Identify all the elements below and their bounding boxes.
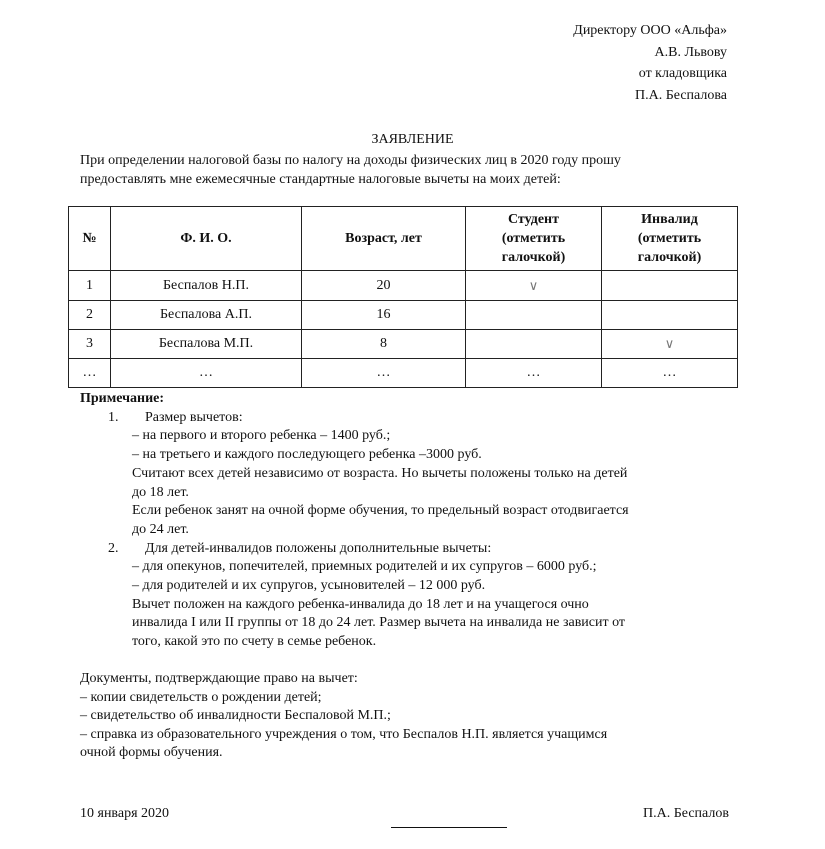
note-line: того, какой это по счету в семье ребенок. bbox=[132, 634, 377, 650]
cell-student-checkmark: ∨ bbox=[466, 271, 602, 301]
note-line: Если ребенок занят на очной форме обучения, то предельный возраст отодвигается bbox=[132, 503, 629, 519]
table-header-row bbox=[69, 207, 738, 271]
col-header-age: Возраст, лет bbox=[302, 207, 466, 271]
cell-num: … bbox=[69, 359, 111, 388]
cell-age: … bbox=[302, 359, 466, 388]
note-line: Считают всех детей независимо от возраста. Но вычеты положены только на детей bbox=[132, 465, 628, 481]
cell-num: 3 bbox=[69, 330, 111, 359]
cell-student: … bbox=[466, 359, 602, 388]
addressee-block bbox=[573, 20, 727, 106]
documents-line: – справка из образовательного учреждения о том, что Беспалов Н.П. является учащимся bbox=[80, 726, 608, 742]
cell-name: Беспалов Н.П. bbox=[111, 271, 302, 301]
sender-name: П.А. Беспалова bbox=[635, 87, 727, 103]
sender-line: от кладовщика bbox=[638, 66, 727, 81]
cell-age: 20 bbox=[302, 271, 466, 301]
intro-line: предоставлять мне ежемесячные стандартные налоговые вычеты на моих детей: bbox=[80, 172, 561, 187]
addressee-line: Директору ООО «Альфа» bbox=[573, 23, 727, 38]
note-section bbox=[80, 390, 740, 652]
note-line: Вычет положен на каждого ребенка-инвалида до 18 лет и на учащегося очно bbox=[132, 596, 589, 612]
cell-num: 2 bbox=[69, 301, 111, 330]
cell-name: … bbox=[111, 359, 302, 388]
document-title: ЗАЯВЛЕНИЕ bbox=[371, 132, 454, 147]
cell-name: Беспалова М.П. bbox=[111, 330, 302, 359]
note-line: – для опекунов, попечителей, приемных родителей и их супругов – 6000 руб.; bbox=[132, 559, 597, 575]
cell-num: 1 bbox=[69, 271, 111, 301]
note-line: до 18 лет. bbox=[132, 484, 189, 500]
note-item-1-title: 1. Размер вычетов: bbox=[108, 409, 243, 425]
note-heading: Примечание: bbox=[80, 391, 165, 406]
note-item-2-title: 2. Для детей-инвалидов положены дополнительные вычеты: bbox=[108, 540, 492, 556]
table-row bbox=[69, 301, 738, 330]
note-line: – на третьего и каждого последующего ребенка –3000 руб. bbox=[132, 447, 482, 463]
col-header-num: № bbox=[69, 207, 111, 271]
note-line: инвалида I или II группы от 18 до 24 лет. Размер вычета на инвалида не зависит от bbox=[132, 615, 626, 631]
cell-age: 16 bbox=[302, 301, 466, 330]
intro-paragraph bbox=[80, 151, 680, 189]
cell-student bbox=[466, 330, 602, 359]
cell-invalid-checkmark: ∨ bbox=[602, 330, 738, 359]
col-header-invalid: Инвалид (отметить галочкой) bbox=[602, 207, 738, 271]
cell-invalid bbox=[602, 301, 738, 330]
cell-name: Беспалова А.П. bbox=[111, 301, 302, 330]
cell-student bbox=[466, 301, 602, 330]
table-row bbox=[69, 359, 738, 388]
note-line: – для родителей и их супругов, усыновителей – 12 000 руб. bbox=[132, 578, 486, 594]
documents-line: очной формы обучения. bbox=[80, 745, 223, 760]
signature-name: П.А. Беспалов bbox=[643, 806, 729, 821]
documents-line: – копии свидетельств о рождении детей; bbox=[80, 689, 322, 705]
cell-age: 8 bbox=[302, 330, 466, 359]
col-header-student: Студент (отметить галочкой) bbox=[466, 207, 602, 271]
note-line: – на первого и второго ребенка – 1400 руб.; bbox=[132, 428, 391, 444]
table-row bbox=[69, 330, 738, 359]
signature-line bbox=[391, 827, 507, 828]
cell-invalid: … bbox=[602, 359, 738, 388]
documents-line: – свидетельство об инвалидности Беспаловой М.П.; bbox=[80, 708, 391, 723]
intro-line: При определении налоговой базы по налогу на доходы физических лиц в 2020 году прошу bbox=[80, 153, 621, 168]
cell-invalid bbox=[602, 271, 738, 301]
documents-title: Документы, подтверждающие право на вычет: bbox=[80, 671, 358, 686]
document-date: 10 января 2020 bbox=[80, 806, 170, 821]
children-table bbox=[68, 206, 738, 388]
note-line: до 24 лет. bbox=[132, 521, 189, 537]
documents-section bbox=[80, 670, 740, 763]
col-header-name: Ф. И. О. bbox=[111, 207, 302, 271]
addressee-name: А.В. Львову bbox=[654, 44, 727, 60]
table-row bbox=[69, 271, 738, 301]
